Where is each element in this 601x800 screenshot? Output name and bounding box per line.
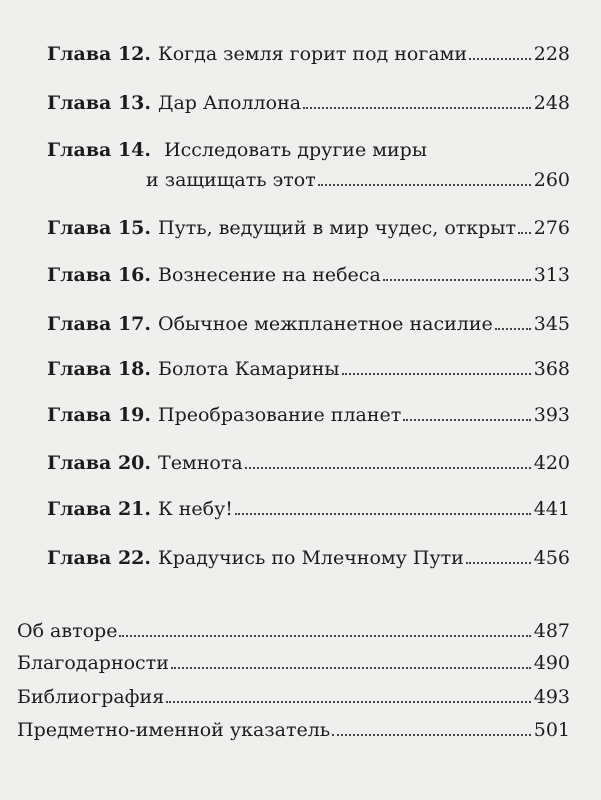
section-title: Библиография (17, 686, 165, 708)
page-number: 501 (533, 719, 570, 741)
dot-leader (469, 58, 531, 60)
dot-leader (342, 373, 531, 375)
toc-entry-chapter-14-line2[interactable] (146, 168, 570, 192)
dot-leader (119, 635, 530, 637)
chapter-label: Глава 16. (47, 264, 152, 286)
toc-entry-chapter-17[interactable] (47, 312, 570, 336)
toc-entry-bibliography[interactable] (17, 685, 570, 709)
page-number: 313 (533, 264, 570, 286)
dot-leader (245, 467, 531, 469)
toc-entry-chapter-15[interactable] (47, 216, 570, 240)
page-number: 493 (533, 686, 570, 708)
chapter-title: Крадучись по Млечному Пути (158, 547, 464, 569)
page-number: 420 (533, 452, 570, 474)
page-number: 260 (533, 169, 570, 191)
chapter-title: Путь, ведущий в мир чудес, открыт (158, 217, 516, 239)
page-number: 393 (533, 404, 570, 426)
toc-entry-chapter-14-line1[interactable] (47, 138, 427, 162)
toc-entry-chapter-12[interactable] (47, 42, 570, 66)
section-title: Благодарности (17, 652, 169, 674)
page-number: 345 (533, 313, 570, 335)
toc-entry-chapter-20[interactable] (47, 451, 570, 475)
chapter-label: Глава 22. (47, 547, 152, 569)
chapter-title: Преобразование планет (158, 404, 402, 426)
chapter-label: Глава 18. (47, 358, 152, 380)
chapter-title-line2: и защищать этот (146, 169, 316, 191)
page-number: 248 (533, 92, 570, 114)
toc-entry-chapter-21[interactable] (47, 497, 570, 521)
dot-leader (332, 734, 531, 736)
toc-entry-chapter-18[interactable] (47, 357, 570, 381)
page-number: 441 (533, 498, 570, 520)
page-number: 368 (533, 358, 570, 380)
chapter-label: Глава 13. (47, 92, 152, 114)
chapter-title: Обычное межпланетное насилие (158, 313, 493, 335)
dot-leader (495, 328, 531, 330)
dot-leader (466, 562, 531, 564)
toc-entry-chapter-16[interactable] (47, 263, 570, 287)
page-number: 487 (533, 620, 570, 642)
chapter-label: Глава 19. (47, 404, 152, 426)
toc-entry-chapter-13[interactable] (47, 91, 570, 115)
chapter-title: Болота Камарины (158, 358, 340, 380)
chapter-title: Темнота (158, 452, 243, 474)
chapter-label: Глава 14. (47, 139, 152, 161)
page-number: 456 (533, 547, 570, 569)
chapter-title: Вознесение на небеса (158, 264, 381, 286)
dot-leader (383, 279, 531, 281)
chapter-label: Глава 15. (47, 217, 152, 239)
page-number: 490 (533, 652, 570, 674)
chapter-label: Глава 20. (47, 452, 152, 474)
section-title: Предметно-именной указатель (17, 719, 331, 741)
chapter-title: Дар Аполлона (158, 92, 302, 114)
chapter-label: Глава 17. (47, 313, 152, 335)
dot-leader (318, 184, 531, 186)
chapter-title-line1: Исследовать другие миры (164, 139, 427, 161)
page-number: 228 (533, 43, 570, 65)
toc-entry-acknowledgements[interactable] (17, 651, 570, 675)
chapter-label: Глава 12. (47, 43, 152, 65)
toc-entry-chapter-19[interactable] (47, 403, 570, 427)
dot-leader (166, 701, 531, 703)
dot-leader (235, 513, 531, 515)
section-title: Об авторе (17, 620, 118, 642)
chapter-title: К небу! (158, 498, 233, 520)
chapter-title: Когда земля горит под ногами (158, 43, 468, 65)
toc-entry-about-author[interactable] (17, 619, 570, 643)
toc-entry-subject-index[interactable] (17, 718, 570, 742)
dot-leader (403, 419, 530, 421)
toc-entry-chapter-22[interactable] (47, 546, 570, 570)
dot-leader (518, 232, 531, 234)
dot-leader (303, 107, 531, 109)
page-number: 276 (533, 217, 570, 239)
chapter-label: Глава 21. (47, 498, 152, 520)
dot-leader (171, 667, 531, 669)
